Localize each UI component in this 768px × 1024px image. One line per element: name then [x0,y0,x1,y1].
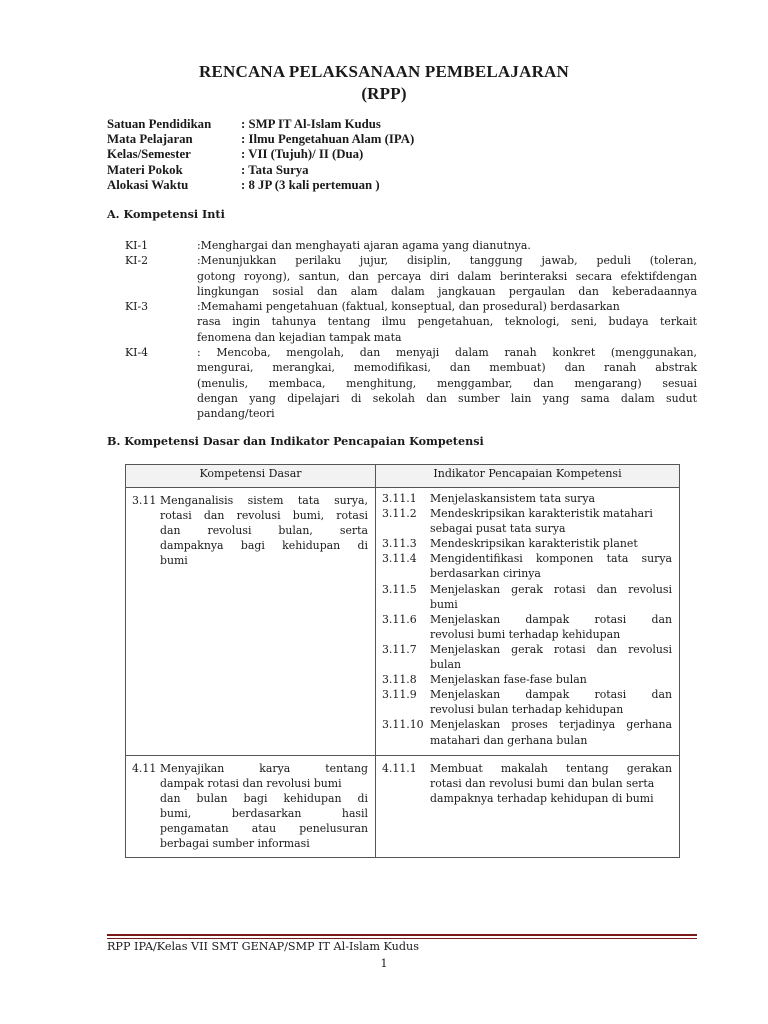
document-title: RENCANA PELAKSANAAN PEMBELAJARAN [198,62,570,81]
ki-code: KI-3 [125,300,149,314]
indicator-line: Menjelaskan gerak rotasi dan revolusi [430,582,672,596]
indicator-number: 3.11.1 [382,492,417,505]
ki-item [125,345,697,421]
indicator-item [382,536,672,551]
page-number: 1 [380,957,388,970]
indicator-line: Menjelaskansistem tata surya [430,492,596,505]
ki-line: gotong royong), santun, dan percaya diri dalam berinteraksi secara efektifdengan [197,269,697,283]
kd-line: dan bulan bagi kehidupan di [160,792,368,806]
footer-text: RPP IPA/Kelas VII SMT GENAP/SMP IT Al-Islam Kudus [107,940,419,953]
indicator-line: Mendeskripsikan karakteristik matahari [430,507,653,521]
indicator-number: 3.11.4 [382,552,417,566]
indicator-cell [376,488,680,756]
indicator-line: berdasarkan cirinya [430,567,541,581]
ki-line: :Menunjukkan perilaku jujur, disiplin, tanggung jawab, peduli (toleran, [197,254,697,268]
kd-text [160,493,368,568]
column-header-kd: Kompetensi Dasar [126,465,376,488]
kd-number: 3.11 [132,494,157,507]
indicator-number: 3.11.7 [382,642,417,656]
identity-label: Mata Pelajaran [107,132,193,147]
ki-code: KI-2 [125,254,149,268]
indicator-item [382,761,672,806]
ki-text [197,345,697,421]
identity-value: : 8 JP (3 kali pertemuan ) [241,177,380,192]
indicator-line: Mengidentifikasi komponen tata surya [430,552,672,566]
ki-line: : Mencoba, mengolah, dan menyaji dalam ranah konkret (menggunakan, [197,346,697,360]
ki-item [125,299,697,345]
identity-row [107,178,414,193]
identity-row [107,163,414,178]
ki-item [125,253,697,299]
indicator-line: Menjelaskan dampak rotasi dan [430,688,672,702]
indicator-item [382,506,672,536]
ki-text [197,238,697,253]
kd-cell [126,488,376,756]
indicator-line: bulan [430,658,461,672]
indicator-line: sebagai pusat tata surya [430,522,566,536]
ki-text [197,299,697,345]
competency-table [125,464,680,858]
kd-line: berbagai sumber informasi [160,837,310,851]
indicator-number: 3.11.3 [382,537,417,551]
indicator-line: Menjelaskan gerak rotasi dan revolusi [430,642,672,656]
indicator-line: rotasi dan revolusi bumi dan bulan serta [430,777,655,791]
kd-line: pengamatan atau penelusuran [160,822,368,836]
identity-value: : Ilmu Pengetahuan Alam (IPA) [241,132,415,147]
indicator-item [382,491,672,506]
ki-code: KI-1 [125,239,149,252]
indicator-number: 3.11.9 [382,688,417,702]
indicator-line: matahari dan gerhana bulan [430,733,588,747]
identity-label: Kelas/Semester [107,147,191,162]
column-header-indicator: Indikator Pencapaian Kompetensi [376,465,680,488]
indicator-number: 3.11.5 [382,582,417,596]
identity-label: Alokasi Waktu [107,177,189,192]
ki-line: :Menghargai dan menghayati ajaran agama yang dianutnya. [197,239,531,252]
ki-line: fenomena dan kejadian tampak mata [197,330,402,344]
identity-block [107,117,414,193]
kd-number: 4.11 [132,762,157,775]
kd-line: dampak rotasi dan revolusi bumi [160,777,342,791]
kd-text [160,761,368,852]
kd-line: dampaknya bagi kehidupan di [160,539,368,553]
indicator-line: dampaknya terhadap kehidupan di bumi [430,792,654,806]
identity-label: Satuan Pendidikan [107,117,212,131]
table-row [126,488,680,756]
indicator-cell [376,756,680,858]
indicator-line: Menjelaskan fase-fase bulan [430,673,587,687]
ki-list [125,238,697,422]
indicator-number: 3.11.2 [382,507,417,521]
ki-code: KI-4 [125,346,149,360]
identity-row [107,132,414,147]
kd-line: rotasi dan revolusi bumi, rotasi [160,509,368,523]
identity-row [107,117,414,132]
kd-line: Menyajikan karya tentang [160,762,368,775]
indicator-number: 3.11.10 [382,718,424,732]
kd-line: bumi, berdasarkan hasil [160,807,368,821]
kd-line: Menganalisis sistem tata surya, [160,494,368,507]
ki-line: mengurai, merangkai, memodifikasi, dan membuat) dan ranah abstrak [197,361,697,375]
indicator-item [382,672,672,687]
kd-line: bumi [160,554,188,568]
indicator-item [382,642,672,672]
ki-line: lingkungan sosial dan alam dalam jangkauan pergaulan dan keberadaannya [197,284,697,298]
indicator-line: Menjelaskan proses terjadinya gerhana [430,718,672,732]
indicator-line: Membuat makalah tentang gerakan [430,762,672,775]
indicator-line: Menjelaskan dampak rotasi dan [430,612,672,626]
identity-row [107,147,414,162]
identity-label: Materi Pokok [107,162,183,177]
ki-line: :Memahami pengetahuan (faktual, konseptual, dan prosedural) berdasarkan [197,300,620,314]
table-row [126,756,680,858]
indicator-item [382,551,672,581]
indicator-line: bumi [430,597,458,611]
indicator-line: revolusi bumi terhadap kehidupan [430,627,621,641]
indicator-number: 4.11.1 [382,762,417,775]
identity-value: : SMP IT Al-Islam Kudus [241,117,381,131]
indicator-item [382,612,672,642]
ki-line: rasa ingin tahunya tentang ilmu pengetahuan, teknologi, seni, budaya terkait [197,315,697,329]
identity-value: : Tata Surya [241,162,309,177]
indicator-number: 3.11.6 [382,612,417,626]
table-header-row [126,465,680,488]
indicator-item [382,582,672,612]
indicator-line: Mendeskripsikan karakteristik planet [430,537,638,551]
indicator-line: revolusi bulan terhadap kehidupan [430,703,624,717]
identity-value: : VII (Tujuh)/ II (Dua) [241,147,364,162]
indicator-number: 3.11.8 [382,673,417,687]
indicator-item [382,687,672,717]
kd-line: dan revolusi bulan, serta [160,524,368,538]
indicator-item [382,717,672,747]
ki-text [197,253,697,299]
footer-rule [107,934,697,936]
ki-line: (menulis, membaca, menghitung, menggambar, dan mengarang) sesuai [197,376,697,390]
document-subtitle: (RPP) [361,84,407,103]
section-b-heading: B. Kompetensi Dasar dan Indikator Pencapaian Kompetensi [107,434,484,448]
footer-rule-thin [107,938,697,939]
kd-cell [126,756,376,858]
ki-line: dengan yang dipelajari di sekolah dan sumber lain yang sama dalam sudut [197,391,697,405]
section-a-heading: A. Kompetensi Inti [107,207,225,221]
ki-line: pandang/teori [197,407,275,421]
ki-item [125,238,697,253]
